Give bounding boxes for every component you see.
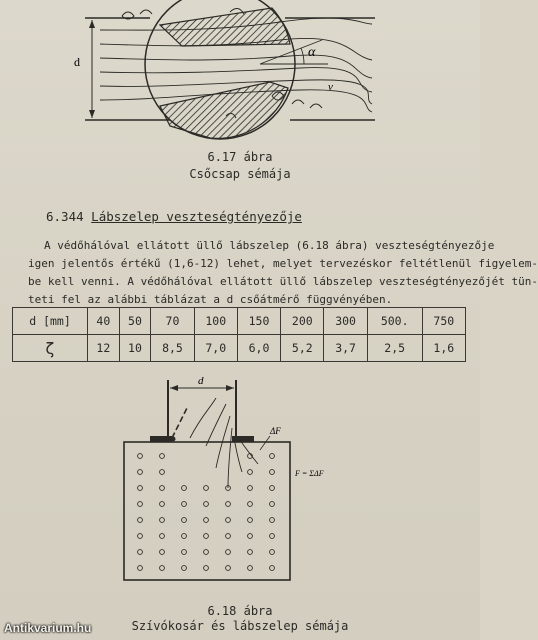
basket-hole bbox=[248, 486, 253, 491]
basket-hole bbox=[248, 566, 253, 571]
table-cell: 1,6 bbox=[422, 335, 465, 362]
basket-hole bbox=[270, 566, 275, 571]
figure2-title: Szívókosár és lábszelep sémája bbox=[131, 619, 349, 633]
label-v: v bbox=[328, 81, 333, 93]
figure1-number: 6.17 ábra bbox=[207, 150, 273, 164]
basket-hole bbox=[248, 470, 253, 475]
table-cell: 2,5 bbox=[367, 335, 422, 362]
table-cell: 12 bbox=[88, 335, 120, 362]
table-cell: 8,5 bbox=[151, 335, 194, 362]
basket-hole bbox=[204, 486, 209, 491]
table-row bbox=[13, 308, 466, 335]
basket-hole bbox=[138, 550, 143, 555]
basket-hole bbox=[160, 566, 165, 571]
basket-hole bbox=[182, 534, 187, 539]
table-cell: 500. bbox=[367, 308, 422, 335]
paragraph bbox=[28, 237, 538, 309]
basket-holes bbox=[138, 454, 275, 571]
basket-hole bbox=[160, 518, 165, 523]
plug-segment-top bbox=[160, 8, 290, 46]
table-cell: 750 bbox=[422, 308, 465, 335]
basket-hole bbox=[182, 486, 187, 491]
table-cell: 7,0 bbox=[194, 335, 237, 362]
section-heading bbox=[46, 209, 302, 224]
basket-hole bbox=[160, 470, 165, 475]
section-number: 6.344 bbox=[46, 209, 84, 224]
basket-hole bbox=[138, 470, 143, 475]
basket-hole bbox=[182, 518, 187, 523]
suction-basket-outline bbox=[124, 442, 290, 580]
basket-hole bbox=[138, 566, 143, 571]
paragraph-line-4: teti fel az alábbi táblázat a d csőátmérő függvényében. bbox=[28, 293, 393, 306]
basket-hole bbox=[248, 550, 253, 555]
basket-hole bbox=[270, 518, 275, 523]
paragraph-line-2: igen jelentős értékű (1,6-12) lehet, melyet tervezéskor feltétlenül figyelem- bbox=[28, 257, 538, 270]
basket-hole bbox=[270, 550, 275, 555]
label-d: d bbox=[74, 55, 80, 69]
figure-plug-valve-diagram bbox=[60, 0, 390, 140]
basket-hole bbox=[226, 566, 231, 571]
basket-hole bbox=[160, 454, 165, 459]
table-cell: 10 bbox=[119, 335, 151, 362]
basket-hole bbox=[182, 502, 187, 507]
basket-hole bbox=[226, 502, 231, 507]
basket-hole bbox=[138, 518, 143, 523]
label-delta-f: ΔF bbox=[270, 426, 281, 436]
table-cell: 50 bbox=[119, 308, 151, 335]
basket-hole bbox=[204, 502, 209, 507]
table-cell: 6,0 bbox=[237, 335, 280, 362]
table-cell: 150 bbox=[237, 308, 280, 335]
basket-hole bbox=[248, 518, 253, 523]
paragraph-line-3: be kell venni. A védőhálóval ellátott üllő lábszelep veszteségtényezőjét tün- bbox=[28, 275, 538, 288]
table-cell: 300 bbox=[324, 308, 367, 335]
basket-hole bbox=[204, 550, 209, 555]
basket-hole bbox=[160, 486, 165, 491]
label-f-sum: F = ΣΔF bbox=[295, 469, 324, 478]
basket-hole bbox=[270, 534, 275, 539]
watermark-text: Antikvarium.hu bbox=[4, 621, 92, 635]
basket-hole bbox=[160, 550, 165, 555]
loss-coefficient-table bbox=[12, 307, 466, 362]
basket-hole bbox=[204, 566, 209, 571]
table-cell: 200 bbox=[281, 308, 324, 335]
basket-hole bbox=[138, 502, 143, 507]
basket-hole bbox=[138, 534, 143, 539]
table-cell: 100 bbox=[194, 308, 237, 335]
table-cell: 70 bbox=[151, 308, 194, 335]
basket-hole bbox=[182, 566, 187, 571]
basket-hole bbox=[160, 502, 165, 507]
figure-suction-basket-diagram bbox=[110, 368, 370, 598]
basket-hole bbox=[270, 454, 275, 459]
table-row bbox=[13, 335, 466, 362]
basket-hole bbox=[204, 518, 209, 523]
basket-hole bbox=[270, 486, 275, 491]
basket-hole bbox=[138, 454, 143, 459]
table-row-label-d: d [mm] bbox=[13, 308, 88, 335]
basket-hole bbox=[248, 502, 253, 507]
basket-hole bbox=[226, 550, 231, 555]
paragraph-line-1: A védőhálóval ellátott üllő lábszelep (6.18 ábra) veszteségtényezője bbox=[44, 239, 495, 252]
section-title: Lábszelep veszteségtényezője bbox=[91, 209, 302, 224]
table-cell: 5,2 bbox=[281, 335, 324, 362]
basket-hole bbox=[182, 550, 187, 555]
basket-hole bbox=[226, 518, 231, 523]
basket-hole bbox=[270, 502, 275, 507]
table-cell: 3,7 bbox=[324, 335, 367, 362]
figure2-number: 6.18 ábra bbox=[207, 604, 273, 618]
basket-hole bbox=[248, 534, 253, 539]
basket-hole bbox=[138, 486, 143, 491]
plug-segment-bottom bbox=[160, 82, 288, 138]
table-row-label-zeta: ζ bbox=[13, 335, 88, 362]
basket-hole bbox=[270, 470, 275, 475]
figure1-title: Csőcsap sémája bbox=[189, 167, 291, 181]
table-cell: 40 bbox=[88, 308, 120, 335]
label-d-fig2: d bbox=[198, 375, 204, 387]
label-alpha: α bbox=[308, 45, 316, 60]
basket-hole bbox=[204, 534, 209, 539]
basket-hole bbox=[160, 534, 165, 539]
basket-hole bbox=[226, 534, 231, 539]
